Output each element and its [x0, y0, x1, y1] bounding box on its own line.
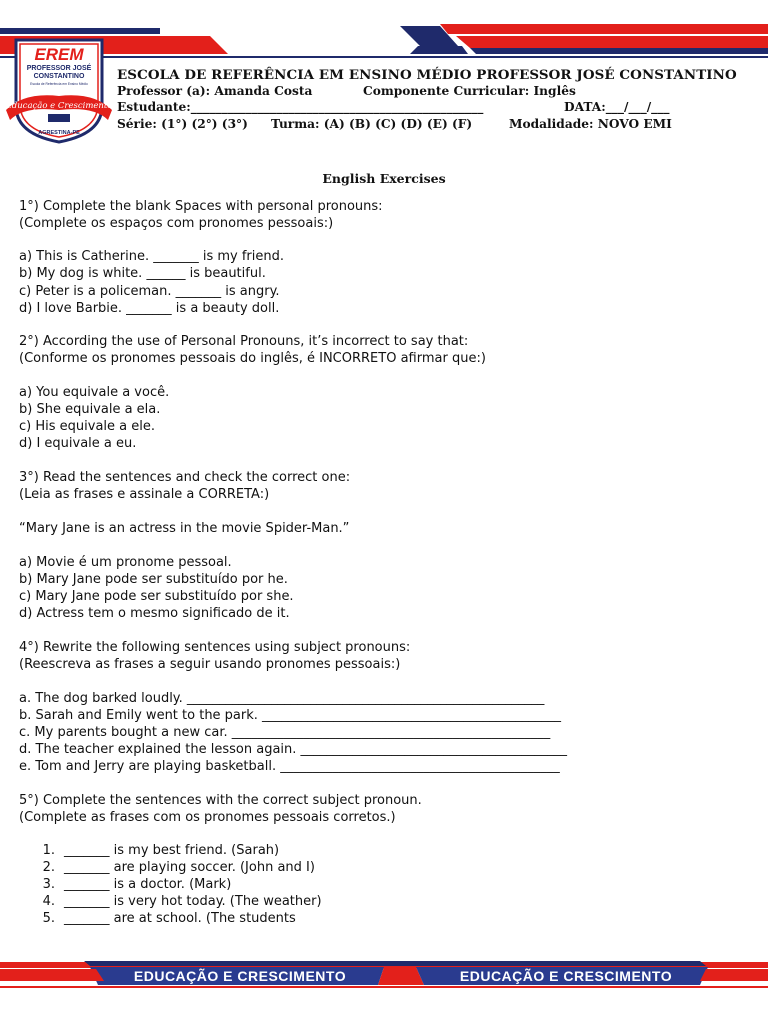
date-field[interactable]: DATA:___/___/___ — [564, 100, 670, 114]
q3-quote: “Mary Jane is an actress in the movie Spider-Man.” — [19, 521, 350, 536]
q5-prompt-pt: (Complete as frases com os pronomes pessoais corretos.) — [19, 810, 396, 825]
school-name: ESCOLA DE REFERÊNCIA EM ENSINO MÉDIO PROFESSOR JOSÉ CONSTANTINO — [117, 67, 737, 83]
q3-prompt: 3°) Read the sentences and check the correct one: — [19, 470, 351, 485]
footer-text-left: EDUCAÇÃO E CRESCIMENTO — [133, 968, 347, 984]
turma-label: Turma: (A) (B) (C) (D) (E) (F) — [271, 117, 473, 131]
header-decoration — [0, 0, 768, 70]
q3-prompt-pt: (Leia as frases e assinale a CORRETA:) — [19, 487, 270, 502]
q1-item-d: d) I love Barbie. _______ is a beauty doll. — [19, 301, 280, 316]
q4-item-c[interactable]: c. My parents bought a new car. _________________________________________________ — [19, 725, 551, 740]
professor-label: Professor (a): Amanda Costa — [117, 84, 313, 98]
q3-item-d: d) Actress tem o mesmo significado de it. — [19, 606, 290, 621]
q4-item-d[interactable]: d. The teacher explained the lesson again. _________________________________________ — [19, 742, 568, 757]
footer-banner — [0, 952, 768, 1024]
q4-item-a[interactable]: a. The dog barked loudly. _______________________________________________________ — [19, 691, 545, 706]
q5-num-1: 1. — [42, 843, 55, 858]
q1-item-c: c) Peter is a policeman. _______ is angry. — [19, 284, 280, 299]
q4-item-b[interactable]: b. Sarah and Emily went to the park. ______________________________________________ — [19, 708, 562, 723]
q5-num-2: 2. — [42, 860, 55, 875]
logo-name: EREM — [34, 45, 84, 64]
q2-item-c: c) His equivale a ele. — [19, 419, 155, 434]
q3-item-a: a) Movie é um pronome pessoal. — [19, 555, 232, 570]
q5-item-4[interactable]: _______ is very hot today. (The weather) — [64, 894, 322, 909]
logo-tiny: Escola de Referência em Ensino Médio — [30, 82, 88, 86]
modalidade-label: Modalidade: NOVO EMI — [509, 117, 672, 131]
serie-label: Série: (1°) (2°) (3°) — [117, 117, 248, 131]
q4-item-e[interactable]: e. Tom and Jerry are playing basketball. ___________________________________________ — [19, 759, 560, 774]
q1-item-b: b) My dog is white. ______ is beautiful. — [19, 266, 266, 281]
q5-num-3: 3. — [42, 877, 55, 892]
q5-item-3[interactable]: _______ is a doctor. (Mark) — [64, 877, 232, 892]
componente-label: Componente Curricular: Inglês — [363, 84, 576, 98]
school-logo — [4, 36, 114, 146]
q2-prompt-pt: (Conforme os pronomes pessoais do inglês, é INCORRETO afirmar que:) — [19, 351, 486, 366]
logo-city: AGRESTINA-PE — [38, 130, 80, 136]
footer-text-right: EDUCAÇÃO E CRESCIMENTO — [459, 968, 673, 984]
student-field[interactable]: Estudante:________________________________________________ — [117, 100, 484, 114]
page-title: English Exercises — [322, 171, 446, 186]
q3-item-c: c) Mary Jane pode ser substituído por she. — [19, 589, 294, 604]
q2-item-d: d) I equivale a eu. — [19, 436, 137, 451]
q2-item-b: b) She equivale a ela. — [19, 402, 161, 417]
q3-item-b: b) Mary Jane pode ser substituído por he. — [19, 572, 288, 587]
q1-item-a: a) This is Catherine. _______ is my friend. — [19, 249, 285, 264]
q5-item-1[interactable]: _______ is my best friend. (Sarah) — [64, 843, 280, 858]
q5-prompt: 5°) Complete the sentences with the correct subject pronoun. — [19, 793, 422, 808]
q5-item-2[interactable]: _______ are playing soccer. (John and I) — [64, 860, 315, 875]
logo-line1: PROFESSOR JOSÉ — [26, 65, 92, 72]
q2-prompt: 2°) According the use of Personal Pronouns, it’s incorrect to say that: — [19, 334, 469, 349]
logo-ribbon: Educação e Crescimento — [5, 101, 113, 111]
q4-prompt: 4°) Rewrite the following sentences using subject pronouns: — [19, 640, 411, 655]
q5-num-5: 5. — [42, 911, 55, 926]
q2-item-a: a) You equivale a você. — [19, 385, 170, 400]
q5-num-4: 4. — [42, 894, 55, 909]
q1-prompt-pt: (Complete os espaços com pronomes pessoais:) — [19, 216, 334, 231]
q5-item-5[interactable]: _______ are at school. (The students — [64, 911, 296, 926]
q1-prompt: 1°) Complete the blank Spaces with personal pronouns: — [19, 199, 383, 214]
logo-line2: CONSTANTINO — [33, 73, 85, 80]
q4-prompt-pt: (Reescreva as frases a seguir usando pronomes pessoais:) — [19, 657, 401, 672]
